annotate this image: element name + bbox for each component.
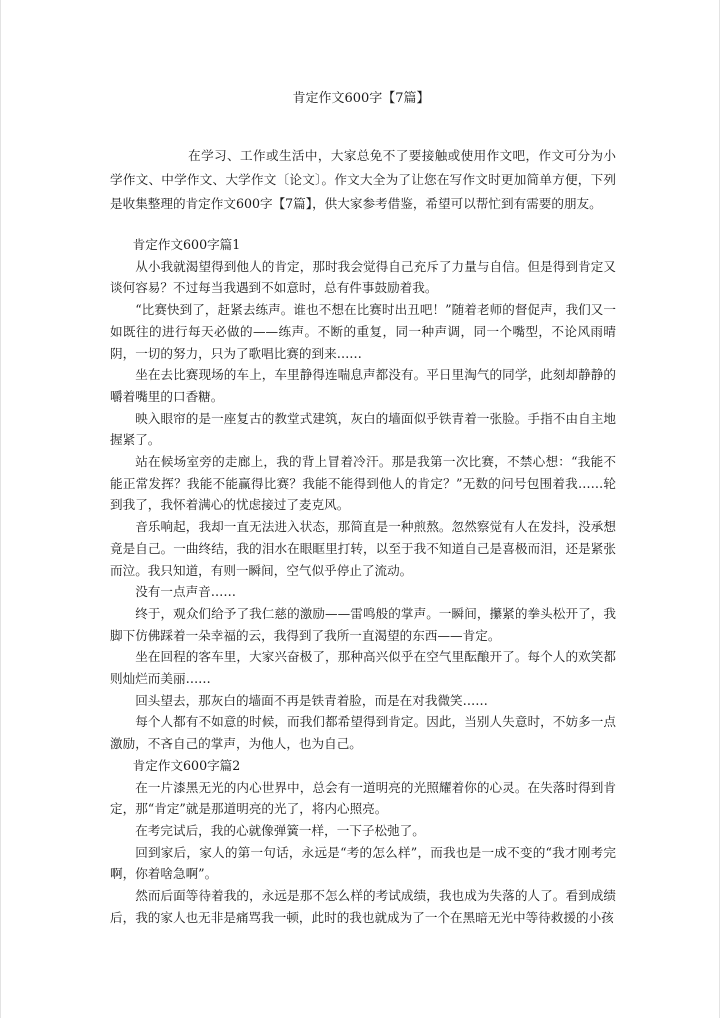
- paragraph: 没有一点声音……: [135, 584, 236, 600]
- document-body: [110, 234, 616, 929]
- paragraph: 回头望去，那灰白的墙面不再是铁青着脸，而是在对我微笑……: [135, 692, 488, 708]
- paragraph: 终于，观众们给予了我仁慈的激励——雷鸣般的掌声。一瞬间，攥紧的拳头松开了，我脚下仿佛踩着一朵幸福的云，我得到了我所一直渴望的东西——肯定。: [110, 605, 616, 643]
- paragraph: 坐在回程的客车里，大家兴奋极了，那种高兴似乎在空气里酝酿开了。每个人的欢笑都则灿烂而美丽……: [110, 649, 616, 687]
- paragraph: 从小我就渴望得到他人的肯定，那时我会觉得自己充斥了力量与自信。但是得到肯定又谈何容易？不过每当我遇到不如意时，总有件事鼓励着我。: [110, 258, 616, 296]
- paragraph: 在一片漆黑无光的内心世界中，总会有一道明亮的光照耀着你的心灵。在失落时得到肯定，那“肯定”就是那道明亮的光了，将内心照亮。: [110, 779, 616, 817]
- document-title: 肯定作文600字【7篇】: [292, 91, 430, 106]
- paragraph: 在考完试后，我的心就像弹簧一样，一下子松弛了。: [135, 822, 425, 838]
- section-heading: 肯定作文600字篇1: [132, 237, 241, 252]
- paragraph: 每个人都有不如意的时候，而我们都希望得到肯定。因此，当别人失意时，不妨多一点激励，不吝自己的掌声，为他人，也为自己。: [110, 714, 616, 752]
- paragraph: 映入眼帘的是一座复古的教堂式建筑，灰白的墙面似乎铁青着一张脸。手指不由自主地握紧了。: [110, 410, 616, 448]
- paragraph: 然而后面等待着我的，永远是那不怎么样的考试成绩，我也成为失落的人了。看到成绩后，我的家人也无非是痛骂我一顿，此时的我也就成为了一个在黑暗无光中等待救援的小孩: [110, 888, 616, 925]
- intro-section: [110, 144, 616, 216]
- paragraph: 音乐响起，我却一直无法进入状态，那简直是一种煎熬。忽然察觉有人在发抖，没承想竟是自己。一曲终结，我的泪水在眼眶里打转，以至于我不知道自己是喜极而泪，还是紧张而泣。我只知道，有则一瞬间，空气似乎停止了流动。: [110, 519, 616, 578]
- section-heading: 肯定作文600字篇2: [132, 757, 241, 773]
- paragraph: 坐在去比赛现场的车上，车里静得连喘息声都没有。平日里淘气的同学，此刻却静静的嚼着嘴里的口香糖。: [110, 367, 616, 404]
- paragraph: 回到家后，家人的第一句话，永远是“考的怎么样”，而我也是一成不变的“我才刚考完啊，你着啥急啊”。: [110, 844, 616, 882]
- paragraph: “比赛快到了，赶紧去练声。谁也不想在比赛时出丑吧！”随着老师的督促声，我们又一如既往的进行每天必做的——练声。不断的重复，同一种声调，同一个嘴型，不论风雨晴阴，一切的努力，只为了歌唱比赛的到来……: [110, 302, 616, 361]
- paragraph: 站在候场室旁的走廊上，我的背上冒着冷汗。那是我第一次比赛，不禁心想：“我能不能正常发挥？我能不能赢得比赛？我能不能得到他人的肯定？”无数的问号包围着我……轮到我了，我怀着满心的忧虑接过了麦克风。: [110, 454, 616, 513]
- intro-paragraph: 在学习、工作或生活中，大家总免不了要接触或使用作文吧，作文可分为小学作文、中学作文、大学作文〔论文〕。作文大全为了让您在写作文时更加简单方便，下列是收集整理的肯定作文600字【7篇】，供大家参考借鉴，希望可以帮忙到有需要的朋友。: [110, 148, 616, 211]
